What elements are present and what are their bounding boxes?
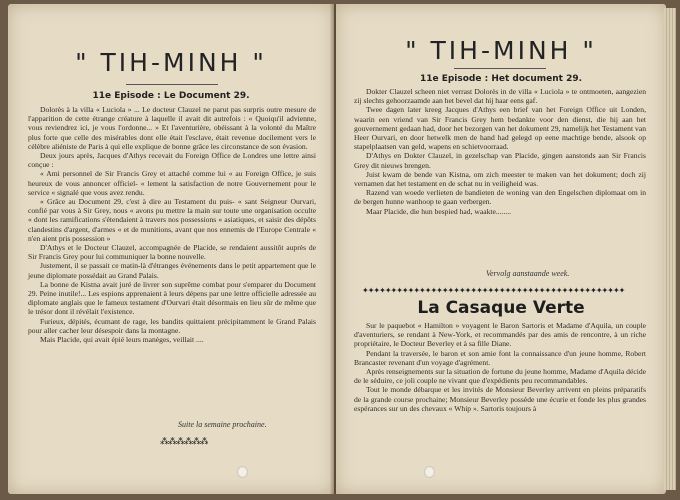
right-page [336, 4, 666, 494]
left-page [8, 4, 334, 494]
paragraph: Après renseignements sur la situation de fortune du jeune homme, Madame d'Aquila décide de le séduire, ce joli couple ne vivant que d'expédients peu recommandables. [354, 367, 646, 386]
title-rule [454, 68, 546, 69]
paragraph: La bonne de Kistna avait juré de livrer son suprême combat pour s'emparer du Document 29. Peine inutile!... Les espions apprenaient à leurs dépens par une lettre officielle adressée au diplomate anglais que le fameux testament d'Ourvari était désormais en lieu sûr de même que le trésor dont il révélait l'existence. [28, 279, 316, 317]
paragraph: Deux jours après, Jacques d'Athys recevait du Foreign Office de Londres une lettre ainsi conçue : [28, 151, 316, 170]
ornament: ⁂⁂⁂⁂⁂⁂ [160, 436, 208, 446]
punch-hole [424, 466, 435, 478]
page-title: " TIH-MINH " [75, 48, 267, 77]
paragraph: Dokter Clauzel scheen niet verrast Dolorès in de villa « Luciola » te ontmoeten, aangezien zij slechts gehoorzaamde aan het bevel dat hij haar eens gaf. [354, 87, 646, 106]
paragraph: « Ami personnel de Sir Francis Grey et attaché comme lui « au Foreign Office, je suis heureux de vous annoncer officiel- « lement la satisfaction de notre Gouvernement pour le service « signalé que vous avez rendu. [28, 169, 316, 197]
continuation-note: Vervolg aanstaande week. [486, 269, 570, 278]
paragraph: D'Athys et le Docteur Clauzel, accompagnée de Placide, se rendaient aussitôt auprès de Sir Francis Grey pour lui communiquer la bonne nouvelle. [28, 243, 316, 262]
paragraph: Razend van woede verlieten de bandieten de woning van den Engelschen diplomaat om in de bergen hunne wanhoop te gaan verbergen. [354, 188, 646, 207]
article-body-fr [28, 105, 316, 344]
page-edges [664, 8, 676, 490]
page-title: " TIH-MINH " [405, 36, 597, 65]
article-body-casaque [354, 321, 646, 413]
paragraph: « Grâce au Document 29, c'est à dire au Testament du puis- « sant Seigneur Ourvari, confié par vous à Sir Grey, nous « avons pu mettre la main sur toute une organisation occulte « dont les ramifications s'étendaient à travers nos possessions « asiatiques, et saisir des dépôts clandestins d'argent, d'armes « et de munitions, avant que nos ennemis de l'Europe Centrale « n'en aient pris possession » [28, 197, 316, 243]
title-rule [126, 84, 218, 85]
paragraph: Furieux, dépités, écumant de rage, les bandits quittaient précipitamment le Grand Palais pour aller cacher leur désespoir dans la montagne. [28, 316, 316, 335]
episode-heading: 11e Episode : Het document 29. [419, 74, 583, 84]
paragraph: Dolorès à la villa « Luciola » ... Le docteur Clauzel ne parut pas surpris outre mesure de l'apparition de cette étrange créature à laquelle il avait dit autrefois : « Quoiqu'il advienne, vous reviendrez ici, je vous l'ordonne... » Et l'aventurière, obéissant à la volonté du Maître plus forte que celle des misérables dont elle était l'esclave, était revenue docilement vers le célèbre aliéniste de Paris à qui elle explique de bonne grâce les circonstance de son évasion. [28, 105, 316, 151]
punch-hole [237, 466, 248, 478]
paragraph: Mais Placide, qui avait épié leurs manèges, veillait .... [40, 335, 204, 345]
continuation-note: Suite la semaine prochaine. [178, 420, 267, 429]
paragraph: Twee dagen later kreeg Jacques d'Athys een brief van het Foreign Office uit Londen, waarin een vriend van Sir Francis Grey hem bedankte voor den dienst, die hij aan het gouvernement gedaan had, door het bezorgen van het dokument 29, namelijk het Testament van Heer Ourvari, en door hetwelk men de hand had gelegd op eene machtige bende, alsook op stapelplaatsen van geld, wapens en schietvoorraad. [354, 105, 646, 152]
paragraph: Juist kwam de bende van Kistna, om zich meester te maken van het dokument; doch zij vernamen dat het testament en de schat nu in veiligheid was. [354, 169, 646, 189]
section-title: La Casaque Verte [417, 298, 585, 318]
paragraph: Sur le paquebot « Hamilton » voyagent le Baron Sartoris et Madame d'Aquila, un couple d'aventuriers, se rendant à New-York, et recommandés par des amis de rencontre, à un riche propriétaire, le Docteur Beverley et à sa fille Diane. [354, 321, 646, 349]
paragraph: Pendant la traversée, le baron et son amie font la connaissance d'un jeune homme, Robert Brancaster revenant d'un voyage d'agrément. [354, 348, 646, 367]
paragraph: Tout le monde débarque et les invités de Monsieur Beverley arrivent en pleins préparatifs de la grande course prochaine; Monsieur Beverley possède une écurie et fonde les plus grandes espérances sur un des chevaux « Whip ». Sartoris toujours à [354, 385, 646, 413]
star-divider: ✦✦✦✦✦✦✦✦✦✦✦✦✦✦✦✦✦✦✦✦✦✦✦✦✦✦✦✦✦✦✦✦✦✦✦✦✦✦✦✦✦✦✦✦✦✦ [362, 286, 625, 295]
paragraph: Maar Placide, die hun bespied had, waakte........ [366, 206, 512, 216]
article-body-nl [354, 87, 646, 216]
paragraph: D'Athys en Dokter Clauzel, in gezelschap van Placide, gingen aanstonds aan Sir Francis Grey dit nieuws brengen. [354, 151, 646, 170]
paragraph: Justement, il se passait ce matin-là d'étranges événements dans le petit appartement que le jeune diplomate possédait au Grand Palais. [28, 261, 316, 280]
episode-heading: 11e Episode : Le Document 29. [92, 91, 250, 101]
